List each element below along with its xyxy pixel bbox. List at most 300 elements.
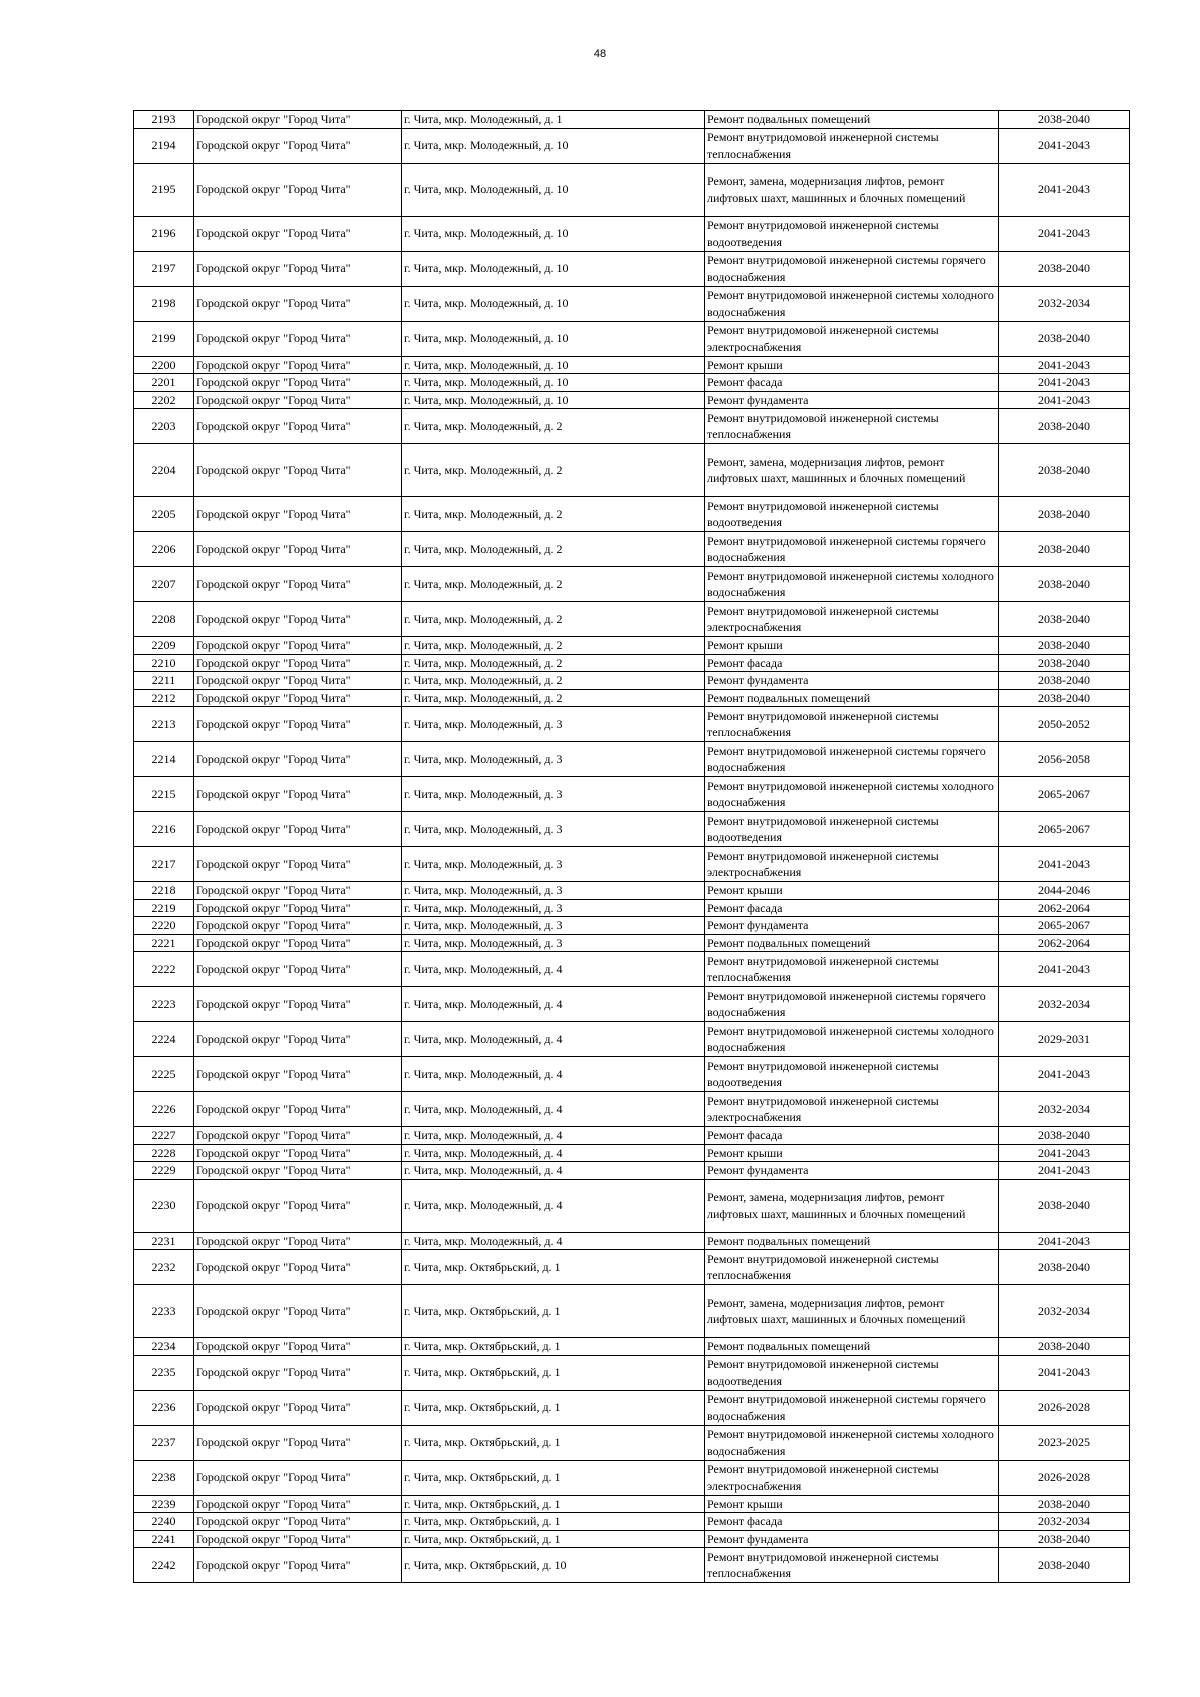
years-cell: 2041-2043 <box>999 1232 1130 1250</box>
years-cell: 2038-2040 <box>999 672 1130 690</box>
years-cell: 2038-2040 <box>999 1530 1130 1548</box>
row-number-cell: 2200 <box>134 356 194 374</box>
table-row <box>134 128 1130 163</box>
table-row <box>134 742 1130 777</box>
row-number-cell: 2221 <box>134 934 194 952</box>
row-number-cell: 2225 <box>134 1057 194 1092</box>
work-type-cell: Ремонт крыши <box>705 1144 999 1162</box>
table-row <box>134 1022 1130 1057</box>
address-cell: г. Чита, мкр. Молодежный, д. 2 <box>402 602 705 637</box>
row-number-cell: 2193 <box>134 111 194 129</box>
municipality-cell: Городской округ "Город Чита" <box>194 987 402 1022</box>
address-cell: г. Чита, мкр. Молодежный, д. 3 <box>402 707 705 742</box>
years-cell: 2032-2034 <box>999 1092 1130 1127</box>
address-cell: г. Чита, мкр. Молодежный, д. 10 <box>402 356 705 374</box>
row-number-cell: 2231 <box>134 1232 194 1250</box>
work-type-cell: Ремонт крыши <box>705 356 999 374</box>
address-cell: г. Чита, мкр. Октябрьский, д. 1 <box>402 1390 705 1425</box>
work-type-cell: Ремонт внутридомовой инженерной системы электроснабжения <box>705 602 999 637</box>
address-cell: г. Чита, мкр. Октябрьский, д. 1 <box>402 1285 705 1338</box>
repair-schedule-table <box>133 110 1130 1583</box>
years-cell: 2065-2067 <box>999 917 1130 935</box>
table-row <box>134 111 1130 129</box>
table-row <box>134 567 1130 602</box>
municipality-cell: Городской округ "Город Чита" <box>194 111 402 129</box>
address-cell: г. Чита, мкр. Молодежный, д. 4 <box>402 952 705 987</box>
table-row <box>134 672 1130 690</box>
municipality-cell: Городской округ "Город Чита" <box>194 1530 402 1548</box>
address-cell: г. Чита, мкр. Октябрьский, д. 1 <box>402 1513 705 1531</box>
address-cell: г. Чита, мкр. Молодежный, д. 2 <box>402 444 705 497</box>
address-cell: г. Чита, мкр. Молодежный, д. 2 <box>402 497 705 532</box>
years-cell: 2041-2043 <box>999 216 1130 251</box>
years-cell: 2038-2040 <box>999 497 1130 532</box>
work-type-cell: Ремонт фундамента <box>705 917 999 935</box>
municipality-cell: Городской округ "Город Чита" <box>194 321 402 356</box>
table-row <box>134 934 1130 952</box>
years-cell: 2032-2034 <box>999 286 1130 321</box>
work-type-cell: Ремонт крыши <box>705 637 999 655</box>
table-row <box>134 952 1130 987</box>
address-cell: г. Чита, мкр. Молодежный, д. 10 <box>402 128 705 163</box>
row-number-cell: 2240 <box>134 1513 194 1531</box>
municipality-cell: Городской округ "Город Чита" <box>194 1057 402 1092</box>
table-row <box>134 707 1130 742</box>
years-cell: 2026-2028 <box>999 1390 1130 1425</box>
years-cell: 2038-2040 <box>999 1338 1130 1356</box>
years-cell: 2065-2067 <box>999 812 1130 847</box>
row-number-cell: 2214 <box>134 742 194 777</box>
table-row <box>134 409 1130 444</box>
municipality-cell: Городской округ "Город Чита" <box>194 391 402 409</box>
table-row <box>134 163 1130 216</box>
row-number-cell: 2208 <box>134 602 194 637</box>
table-row <box>134 899 1130 917</box>
table-row <box>134 1250 1130 1285</box>
table-row <box>134 1495 1130 1513</box>
address-cell: г. Чита, мкр. Молодежный, д. 2 <box>402 689 705 707</box>
years-cell: 2050-2052 <box>999 707 1130 742</box>
years-cell: 2038-2040 <box>999 409 1130 444</box>
table-row <box>134 1179 1130 1232</box>
table-row <box>134 1057 1130 1092</box>
work-type-cell: Ремонт внутридомовой инженерной системы холодного водоснабжения <box>705 567 999 602</box>
years-cell: 2023-2025 <box>999 1425 1130 1460</box>
municipality-cell: Городской округ "Город Чита" <box>194 128 402 163</box>
years-cell: 2041-2043 <box>999 847 1130 882</box>
table-row <box>134 1513 1130 1531</box>
municipality-cell: Городской округ "Город Чита" <box>194 444 402 497</box>
table-row <box>134 1285 1130 1338</box>
work-type-cell: Ремонт фундамента <box>705 672 999 690</box>
municipality-cell: Городской округ "Город Чита" <box>194 1092 402 1127</box>
table-row <box>134 532 1130 567</box>
address-cell: г. Чита, мкр. Молодежный, д. 2 <box>402 637 705 655</box>
work-type-cell: Ремонт крыши <box>705 1495 999 1513</box>
years-cell: 2041-2043 <box>999 356 1130 374</box>
row-number-cell: 2230 <box>134 1179 194 1232</box>
row-number-cell: 2220 <box>134 917 194 935</box>
work-type-cell: Ремонт фасада <box>705 1127 999 1145</box>
row-number-cell: 2224 <box>134 1022 194 1057</box>
table-row <box>134 1338 1130 1356</box>
address-cell: г. Чита, мкр. Молодежный, д. 4 <box>402 1022 705 1057</box>
municipality-cell: Городской округ "Город Чита" <box>194 251 402 286</box>
years-cell: 2038-2040 <box>999 1250 1130 1285</box>
years-cell: 2038-2040 <box>999 321 1130 356</box>
municipality-cell: Городской округ "Город Чита" <box>194 163 402 216</box>
row-number-cell: 2235 <box>134 1355 194 1390</box>
years-cell: 2056-2058 <box>999 742 1130 777</box>
years-cell: 2038-2040 <box>999 654 1130 672</box>
municipality-cell: Городской округ "Город Чита" <box>194 1250 402 1285</box>
work-type-cell: Ремонт внутридомовой инженерной системы электроснабжения <box>705 321 999 356</box>
work-type-cell: Ремонт, замена, модернизация лифтов, ремонт лифтовых шахт, машинных и блочных помещений <box>705 163 999 216</box>
address-cell: г. Чита, мкр. Молодежный, д. 4 <box>402 1144 705 1162</box>
municipality-cell: Городской округ "Город Чита" <box>194 1179 402 1232</box>
row-number-cell: 2202 <box>134 391 194 409</box>
work-type-cell: Ремонт фундамента <box>705 391 999 409</box>
address-cell: г. Чита, мкр. Октябрьский, д. 1 <box>402 1355 705 1390</box>
table-row <box>134 1232 1130 1250</box>
municipality-cell: Городской округ "Город Чита" <box>194 742 402 777</box>
row-number-cell: 2233 <box>134 1285 194 1338</box>
work-type-cell: Ремонт фасада <box>705 1513 999 1531</box>
municipality-cell: Городской округ "Город Чита" <box>194 1232 402 1250</box>
table-row <box>134 987 1130 1022</box>
address-cell: г. Чита, мкр. Октябрьский, д. 10 <box>402 1548 705 1583</box>
work-type-cell: Ремонт внутридомовой инженерной системы горячего водоснабжения <box>705 251 999 286</box>
table-body <box>134 111 1130 1583</box>
table-row <box>134 637 1130 655</box>
row-number-cell: 2196 <box>134 216 194 251</box>
years-cell: 2038-2040 <box>999 444 1130 497</box>
municipality-cell: Городской округ "Город Чита" <box>194 1022 402 1057</box>
table-row <box>134 1355 1130 1390</box>
address-cell: г. Чита, мкр. Молодежный, д. 2 <box>402 672 705 690</box>
work-type-cell: Ремонт внутридомовой инженерной системы водоотведения <box>705 1057 999 1092</box>
years-cell: 2038-2040 <box>999 1548 1130 1583</box>
municipality-cell: Городской округ "Город Чита" <box>194 812 402 847</box>
years-cell: 2038-2040 <box>999 602 1130 637</box>
row-number-cell: 2197 <box>134 251 194 286</box>
table-row <box>134 374 1130 392</box>
address-cell: г. Чита, мкр. Октябрьский, д. 1 <box>402 1250 705 1285</box>
municipality-cell: Городской округ "Город Чита" <box>194 707 402 742</box>
row-number-cell: 2228 <box>134 1144 194 1162</box>
work-type-cell: Ремонт, замена, модернизация лифтов, ремонт лифтовых шахт, машинных и блочных помещений <box>705 1285 999 1338</box>
row-number-cell: 2205 <box>134 497 194 532</box>
municipality-cell: Городской округ "Город Чита" <box>194 1425 402 1460</box>
municipality-cell: Городской округ "Город Чита" <box>194 1460 402 1495</box>
table-row <box>134 1425 1130 1460</box>
address-cell: г. Чита, мкр. Октябрьский, д. 1 <box>402 1530 705 1548</box>
work-type-cell: Ремонт внутридомовой инженерной системы горячего водоснабжения <box>705 987 999 1022</box>
municipality-cell: Городской округ "Город Чита" <box>194 899 402 917</box>
work-type-cell: Ремонт фасада <box>705 654 999 672</box>
work-type-cell: Ремонт, замена, модернизация лифтов, ремонт лифтовых шахт, машинных и блочных помещений <box>705 1179 999 1232</box>
row-number-cell: 2238 <box>134 1460 194 1495</box>
address-cell: г. Чита, мкр. Молодежный, д. 2 <box>402 654 705 672</box>
municipality-cell: Городской округ "Город Чита" <box>194 654 402 672</box>
municipality-cell: Городской округ "Город Чита" <box>194 409 402 444</box>
row-number-cell: 2209 <box>134 637 194 655</box>
address-cell: г. Чита, мкр. Молодежный, д. 3 <box>402 812 705 847</box>
address-cell: г. Чита, мкр. Молодежный, д. 10 <box>402 374 705 392</box>
work-type-cell: Ремонт внутридомовой инженерной системы водоотведения <box>705 1355 999 1390</box>
address-cell: г. Чита, мкр. Молодежный, д. 3 <box>402 847 705 882</box>
address-cell: г. Чита, мкр. Молодежный, д. 1 <box>402 111 705 129</box>
municipality-cell: Городской округ "Город Чита" <box>194 1495 402 1513</box>
address-cell: г. Чита, мкр. Октябрьский, д. 1 <box>402 1495 705 1513</box>
row-number-cell: 2204 <box>134 444 194 497</box>
row-number-cell: 2210 <box>134 654 194 672</box>
years-cell: 2041-2043 <box>999 163 1130 216</box>
address-cell: г. Чита, мкр. Молодежный, д. 4 <box>402 1162 705 1180</box>
municipality-cell: Городской округ "Город Чита" <box>194 1127 402 1145</box>
row-number-cell: 2203 <box>134 409 194 444</box>
row-number-cell: 2241 <box>134 1530 194 1548</box>
table-row <box>134 216 1130 251</box>
row-number-cell: 2211 <box>134 672 194 690</box>
work-type-cell: Ремонт внутридомовой инженерной системы холодного водоснабжения <box>705 1022 999 1057</box>
work-type-cell: Ремонт внутридомовой инженерной системы электроснабжения <box>705 1092 999 1127</box>
work-type-cell: Ремонт внутридомовой инженерной системы водоотведения <box>705 497 999 532</box>
municipality-cell: Городской округ "Город Чита" <box>194 216 402 251</box>
work-type-cell: Ремонт внутридомовой инженерной системы водоотведения <box>705 812 999 847</box>
municipality-cell: Городской округ "Город Чита" <box>194 356 402 374</box>
work-type-cell: Ремонт подвальных помещений <box>705 111 999 129</box>
table-row <box>134 1144 1130 1162</box>
municipality-cell: Городской округ "Город Чита" <box>194 1285 402 1338</box>
table-row <box>134 654 1130 672</box>
work-type-cell: Ремонт фундамента <box>705 1162 999 1180</box>
address-cell: г. Чита, мкр. Октябрьский, д. 1 <box>402 1425 705 1460</box>
table-row <box>134 812 1130 847</box>
address-cell: г. Чита, мкр. Молодежный, д. 3 <box>402 882 705 900</box>
years-cell: 2038-2040 <box>999 1179 1130 1232</box>
row-number-cell: 2199 <box>134 321 194 356</box>
address-cell: г. Чита, мкр. Молодежный, д. 4 <box>402 1092 705 1127</box>
address-cell: г. Чита, мкр. Молодежный, д. 2 <box>402 567 705 602</box>
work-type-cell: Ремонт подвальных помещений <box>705 689 999 707</box>
address-cell: г. Чита, мкр. Молодежный, д. 10 <box>402 286 705 321</box>
work-type-cell: Ремонт подвальных помещений <box>705 1232 999 1250</box>
address-cell: г. Чита, мкр. Молодежный, д. 2 <box>402 532 705 567</box>
work-type-cell: Ремонт внутридомовой инженерной системы теплоснабжения <box>705 128 999 163</box>
municipality-cell: Городской округ "Город Чита" <box>194 1548 402 1583</box>
address-cell: г. Чита, мкр. Молодежный, д. 10 <box>402 391 705 409</box>
table-row <box>134 1127 1130 1145</box>
years-cell: 2038-2040 <box>999 637 1130 655</box>
row-number-cell: 2222 <box>134 952 194 987</box>
row-number-cell: 2218 <box>134 882 194 900</box>
row-number-cell: 2216 <box>134 812 194 847</box>
address-cell: г. Чита, мкр. Молодежный, д. 4 <box>402 1179 705 1232</box>
municipality-cell: Городской округ "Город Чита" <box>194 847 402 882</box>
work-type-cell: Ремонт внутридомовой инженерной системы холодного водоснабжения <box>705 286 999 321</box>
municipality-cell: Городской округ "Город Чита" <box>194 1390 402 1425</box>
work-type-cell: Ремонт внутридомовой инженерной системы горячего водоснабжения <box>705 1390 999 1425</box>
row-number-cell: 2236 <box>134 1390 194 1425</box>
work-type-cell: Ремонт внутридомовой инженерной системы теплоснабжения <box>705 1548 999 1583</box>
row-number-cell: 2242 <box>134 1548 194 1583</box>
years-cell: 2038-2040 <box>999 689 1130 707</box>
municipality-cell: Городской округ "Город Чита" <box>194 882 402 900</box>
table-row <box>134 602 1130 637</box>
years-cell: 2032-2034 <box>999 987 1130 1022</box>
municipality-cell: Городской округ "Город Чита" <box>194 672 402 690</box>
address-cell: г. Чита, мкр. Молодежный, д. 4 <box>402 1232 705 1250</box>
row-number-cell: 2213 <box>134 707 194 742</box>
work-type-cell: Ремонт внутридомовой инженерной системы теплоснабжения <box>705 409 999 444</box>
row-number-cell: 2206 <box>134 532 194 567</box>
page-number: 48 <box>593 48 607 60</box>
address-cell: г. Чита, мкр. Молодежный, д. 2 <box>402 409 705 444</box>
years-cell: 2041-2043 <box>999 374 1130 392</box>
table-row <box>134 1092 1130 1127</box>
years-cell: 2062-2064 <box>999 934 1130 952</box>
row-number-cell: 2237 <box>134 1425 194 1460</box>
address-cell: г. Чита, мкр. Молодежный, д. 10 <box>402 163 705 216</box>
years-cell: 2041-2043 <box>999 1355 1130 1390</box>
municipality-cell: Городской округ "Город Чита" <box>194 952 402 987</box>
years-cell: 2032-2034 <box>999 1513 1130 1531</box>
address-cell: г. Чита, мкр. Молодежный, д. 3 <box>402 917 705 935</box>
years-cell: 2038-2040 <box>999 111 1130 129</box>
municipality-cell: Городской округ "Город Чита" <box>194 917 402 935</box>
years-cell: 2032-2034 <box>999 1285 1130 1338</box>
years-cell: 2038-2040 <box>999 532 1130 567</box>
table-row <box>134 1162 1130 1180</box>
row-number-cell: 2234 <box>134 1338 194 1356</box>
row-number-cell: 2227 <box>134 1127 194 1145</box>
table-row <box>134 497 1130 532</box>
work-type-cell: Ремонт внутридомовой инженерной системы теплоснабжения <box>705 952 999 987</box>
work-type-cell: Ремонт подвальных помещений <box>705 934 999 952</box>
municipality-cell: Городской округ "Город Чита" <box>194 637 402 655</box>
table-row <box>134 286 1130 321</box>
address-cell: г. Чита, мкр. Молодежный, д. 10 <box>402 321 705 356</box>
row-number-cell: 2217 <box>134 847 194 882</box>
years-cell: 2041-2043 <box>999 128 1130 163</box>
address-cell: г. Чита, мкр. Октябрьский, д. 1 <box>402 1460 705 1495</box>
work-type-cell: Ремонт фасада <box>705 899 999 917</box>
row-number-cell: 2207 <box>134 567 194 602</box>
work-type-cell: Ремонт внутридомовой инженерной системы горячего водоснабжения <box>705 742 999 777</box>
municipality-cell: Городской округ "Город Чита" <box>194 934 402 952</box>
years-cell: 2044-2046 <box>999 882 1130 900</box>
row-number-cell: 2201 <box>134 374 194 392</box>
municipality-cell: Городской округ "Город Чита" <box>194 689 402 707</box>
address-cell: г. Чита, мкр. Молодежный, д. 10 <box>402 251 705 286</box>
row-number-cell: 2194 <box>134 128 194 163</box>
years-cell: 2038-2040 <box>999 567 1130 602</box>
address-cell: г. Чита, мкр. Октябрьский, д. 1 <box>402 1338 705 1356</box>
work-type-cell: Ремонт внутридомовой инженерной системы теплоснабжения <box>705 707 999 742</box>
table-row <box>134 917 1130 935</box>
municipality-cell: Городской округ "Город Чита" <box>194 1162 402 1180</box>
work-type-cell: Ремонт внутридомовой инженерной системы холодного водоснабжения <box>705 1425 999 1460</box>
municipality-cell: Городской округ "Город Чита" <box>194 567 402 602</box>
row-number-cell: 2198 <box>134 286 194 321</box>
row-number-cell: 2223 <box>134 987 194 1022</box>
address-cell: г. Чита, мкр. Молодежный, д. 10 <box>402 216 705 251</box>
work-type-cell: Ремонт подвальных помещений <box>705 1338 999 1356</box>
work-type-cell: Ремонт внутридомовой инженерной системы холодного водоснабжения <box>705 777 999 812</box>
table-row <box>134 1460 1130 1495</box>
municipality-cell: Городской округ "Город Чита" <box>194 374 402 392</box>
row-number-cell: 2195 <box>134 163 194 216</box>
years-cell: 2041-2043 <box>999 1057 1130 1092</box>
row-number-cell: 2219 <box>134 899 194 917</box>
municipality-cell: Городской округ "Город Чита" <box>194 777 402 812</box>
table-row <box>134 1390 1130 1425</box>
row-number-cell: 2229 <box>134 1162 194 1180</box>
municipality-cell: Городской округ "Город Чита" <box>194 286 402 321</box>
table-row <box>134 391 1130 409</box>
years-cell: 2038-2040 <box>999 1127 1130 1145</box>
work-type-cell: Ремонт внутридомовой инженерной системы горячего водоснабжения <box>705 532 999 567</box>
years-cell: 2026-2028 <box>999 1460 1130 1495</box>
address-cell: г. Чита, мкр. Молодежный, д. 4 <box>402 987 705 1022</box>
years-cell: 2065-2067 <box>999 777 1130 812</box>
years-cell: 2041-2043 <box>999 1162 1130 1180</box>
years-cell: 2038-2040 <box>999 1495 1130 1513</box>
municipality-cell: Городской округ "Город Чита" <box>194 1355 402 1390</box>
row-number-cell: 2215 <box>134 777 194 812</box>
table-row <box>134 689 1130 707</box>
work-type-cell: Ремонт крыши <box>705 882 999 900</box>
work-type-cell: Ремонт внутридомовой инженерной системы электроснабжения <box>705 847 999 882</box>
years-cell: 2038-2040 <box>999 251 1130 286</box>
table-row <box>134 777 1130 812</box>
address-cell: г. Чита, мкр. Молодежный, д. 4 <box>402 1127 705 1145</box>
table-row <box>134 1548 1130 1583</box>
municipality-cell: Городской округ "Город Чита" <box>194 497 402 532</box>
address-cell: г. Чита, мкр. Молодежный, д. 3 <box>402 777 705 812</box>
table-row <box>134 882 1130 900</box>
address-cell: г. Чита, мкр. Молодежный, д. 3 <box>402 934 705 952</box>
table-row <box>134 847 1130 882</box>
address-cell: г. Чита, мкр. Молодежный, д. 3 <box>402 742 705 777</box>
years-cell: 2041-2043 <box>999 1144 1130 1162</box>
years-cell: 2041-2043 <box>999 391 1130 409</box>
table-row <box>134 1530 1130 1548</box>
work-type-cell: Ремонт фундамента <box>705 1530 999 1548</box>
work-type-cell: Ремонт внутридомовой инженерной системы теплоснабжения <box>705 1250 999 1285</box>
work-type-cell: Ремонт, замена, модернизация лифтов, ремонт лифтовых шахт, машинных и блочных помещений <box>705 444 999 497</box>
row-number-cell: 2212 <box>134 689 194 707</box>
municipality-cell: Городской округ "Город Чита" <box>194 1513 402 1531</box>
years-cell: 2041-2043 <box>999 952 1130 987</box>
table-row <box>134 444 1130 497</box>
row-number-cell: 2232 <box>134 1250 194 1285</box>
years-cell: 2062-2064 <box>999 899 1130 917</box>
table-row <box>134 356 1130 374</box>
municipality-cell: Городской округ "Город Чита" <box>194 602 402 637</box>
table-row <box>134 251 1130 286</box>
work-type-cell: Ремонт внутридомовой инженерной системы электроснабжения <box>705 1460 999 1495</box>
work-type-cell: Ремонт фасада <box>705 374 999 392</box>
municipality-cell: Городской округ "Город Чита" <box>194 1144 402 1162</box>
municipality-cell: Городской округ "Город Чита" <box>194 1338 402 1356</box>
table-row <box>134 321 1130 356</box>
work-type-cell: Ремонт внутридомовой инженерной системы водоотведения <box>705 216 999 251</box>
row-number-cell: 2226 <box>134 1092 194 1127</box>
address-cell: г. Чита, мкр. Молодежный, д. 4 <box>402 1057 705 1092</box>
address-cell: г. Чита, мкр. Молодежный, д. 3 <box>402 899 705 917</box>
